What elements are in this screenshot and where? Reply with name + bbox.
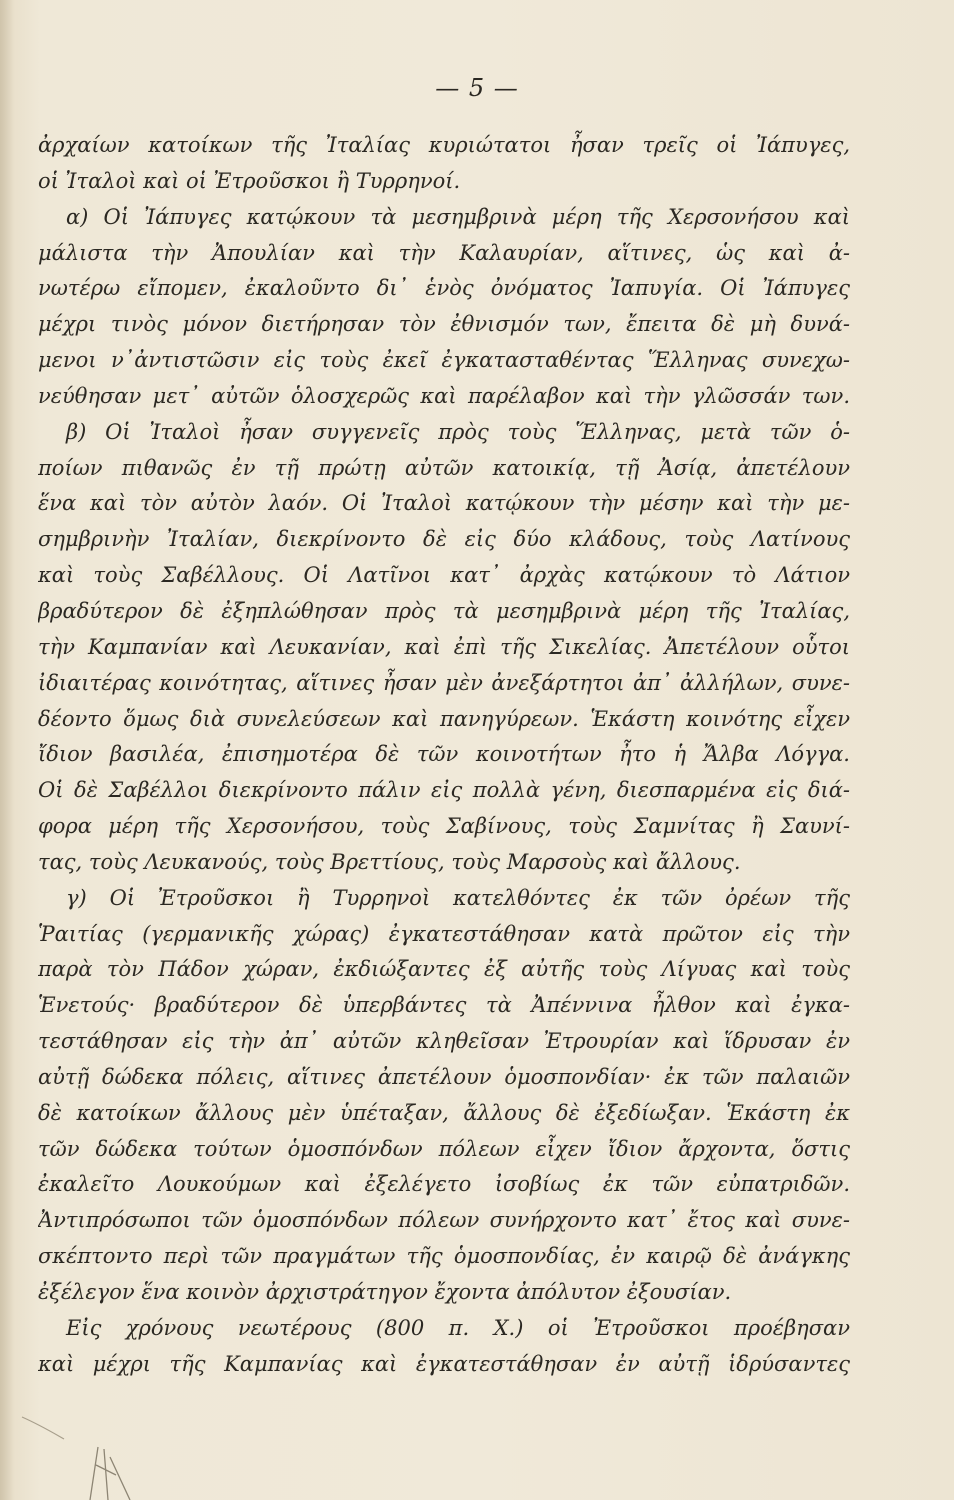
text-line: Οἱ δὲ Σαβέλλοι διεκρίνοντο πάλιν εἰς πολλὰ γένη, διεσπαρμένα εἰς διά-: [38, 778, 850, 803]
page-number: — 5 —: [435, 74, 519, 102]
text-line: καὶ μέχρι τῆς Καμπανίας καὶ ἐγκατεστάθησαν ἐν αὐτῇ ἱδρύσαντες: [38, 1351, 850, 1376]
text-line: σκέπτοντο περὶ τῶν πραγμάτων τῆς ὁμοσπονδίας, ἐν καιρῷ δὲ ἀνάγκης: [38, 1244, 850, 1269]
text-line: ἕνα καὶ τὸν αὐτὸν λαόν. Οἱ Ἰταλοὶ κατῴκουν τὴν μέσην καὶ τὴν με-: [38, 491, 850, 516]
text-line: οἱ Ἰταλοὶ καὶ οἱ Ἐτροῦσκοι ἢ Τυρρηνοί.: [38, 168, 461, 193]
text-line: μάλιστα τὴν Ἀπουλίαν καὶ τὴν Καλαυρίαν, αἵτινες, ὡς καὶ ἀ-: [38, 240, 850, 265]
text-line: α) Οἱ Ἰάπυγες κατῴκουν τὰ μεσημβρινὰ μέρη τῆς Χερσονήσου καὶ: [66, 204, 850, 229]
binding-shadow: [0, 0, 14, 1500]
text-line: Ἑνετούς· βραδύτερον δὲ ὑπερβάντες τὰ Ἀπέννινα ἦλθον καὶ ἐγκα-: [38, 993, 850, 1018]
text-line: φορα μέρη τῆς Χερσονήσου, τοὺς Σαβίνους, τοὺς Σαμνίτας ἢ Σαυνί-: [38, 814, 850, 839]
text-line: ἐξέλεγον ἕνα κοινὸν ἀρχιστράτηγον ἔχοντα ἀπόλυτον ἐξουσίαν.: [38, 1280, 732, 1304]
body-text: [38, 128, 850, 1383]
text-line: καὶ τοὺς Σαβέλλους. Οἱ Λατῖνοι κατ᾽ ἀρχὰς κατῴκουν τὸ Λάτιον: [38, 563, 850, 588]
text-line: αὐτῇ δώδεκα πόλεις, αἵτινες ἀπετέλουν ὁμοσπονδίαν· ἐκ τῶν παλαιῶν: [38, 1064, 850, 1089]
text-line: δὲ κατοίκων ἄλλους μὲν ὑπέταξαν, ἄλλους δὲ ἐξεδίωξαν. Ἑκάστη ἐκ: [38, 1100, 850, 1125]
text-line: μέχρι τινὸς μόνον διετήρησαν τὸν ἐθνισμόν των, ἔπειτα δὲ μὴ δυνά-: [38, 312, 850, 337]
text-line: γ) Οἱ Ἐτροῦσκοι ἢ Τυρρηνοὶ κατελθόντες ἐκ τῶν ὀρέων τῆς: [66, 885, 850, 910]
text-line: δέοντο ὅμως διὰ συνελεύσεων καὶ πανηγύρεων. Ἑκάστη κοινότης εἶχεν: [38, 706, 850, 731]
pencil-mark: [20, 1405, 150, 1500]
text-line: τῶν δώδεκα τούτων ὁμοσπόνδων πόλεων εἶχεν ἴδιον ἄρχοντα, ὅστις: [38, 1136, 850, 1161]
text-line: νωτέρω εἴπομεν, ἐκαλοῦντο δι᾽ ἑνὸς ὀνόματος Ἰαπυγία. Οἱ Ἰάπυγες: [38, 276, 850, 301]
text-line: βραδύτερον δὲ ἐξηπλώθησαν πρὸς τὰ μεσημβρινὰ μέρη τῆς Ἰταλίας,: [38, 598, 850, 623]
text-line: τὴν Καμπανίαν καὶ Λευκανίαν, καὶ ἐπὶ τῆς Σικελίας. Ἀπετέλουν οὗτοι: [38, 634, 850, 659]
text-line: σημβρινὴν Ἰταλίαν, διεκρίνοντο δὲ εἰς δύο κλάδους, τοὺς Λατίνους: [38, 527, 850, 552]
text-line: ἴδιον βασιλέα, ἐπισημοτέρα δὲ τῶν κοινοτήτων ἦτο ἡ Ἄλβα Λόγγα.: [38, 742, 850, 767]
text-line: β) Οἱ Ἰταλοὶ ἦσαν συγγενεῖς πρὸς τοὺς Ἕλληνας, μετὰ τῶν ὁ-: [66, 419, 850, 444]
text-line: παρὰ τὸν Πάδον χώραν, ἐκδιώξαντες ἐξ αὐτῆς τοὺς Λίγυας καὶ τοὺς: [38, 957, 850, 982]
text-line: Ῥαιτίας (γερμανικῆς χώρας) ἐγκατεστάθησαν κατὰ πρῶτον εἰς τὴν: [38, 921, 850, 946]
text-line: ἀρχαίων κατοίκων τῆς Ἰταλίας κυριώτατοι ἦσαν τρεῖς οἱ Ἰάπυγες,: [38, 133, 850, 157]
text-line: ποίων πιθανῶς ἐν τῇ πρώτῃ αὐτῶν κατοικίᾳ, τῇ Ἀσίᾳ, ἀπετέλουν: [38, 455, 850, 480]
text-line: νεύθησαν μετ᾽ αὐτῶν ὁλοσχερῶς καὶ παρέλαβον καὶ τὴν γλῶσσάν των.: [38, 383, 850, 408]
text-line: Ἀντιπρόσωποι τῶν ὁμοσπόνδων πόλεων συνήρχοντο κατ᾽ ἔτος καὶ συνε-: [38, 1208, 850, 1233]
text-line: ἐκαλεῖτο Λουκούμων καὶ ἐξελέγετο ἰσοβίως ἐκ τῶν εὐπατριδῶν.: [38, 1172, 850, 1197]
text-line: ἰδιαιτέρας κοινότητας, αἵτινες ἦσαν μὲν ἀνεξάρτητοι ἀπ᾽ ἀλλήλων, συνε-: [38, 670, 850, 695]
text-line: Εἰς χρόνους νεωτέρους (800 π. Χ.) οἱ Ἐτροῦσκοι προέβησαν: [66, 1315, 850, 1340]
text-line: τας, τοὺς Λευκανούς, τοὺς Βρεττίους, τοὺς Μαρσοὺς καὶ ἄλλους.: [38, 849, 741, 874]
text-line: μενοι ν᾽ἀντιστῶσιν εἰς τοὺς ἐκεῖ ἐγκατασταθέντας Ἕλληνας συνεχω-: [38, 348, 850, 373]
text-line: τεστάθησαν εἰς τὴν ἀπ᾽ αὐτῶν κληθεῖσαν Ἐτρουρίαν καὶ ἵδρυσαν ἐν: [38, 1029, 850, 1054]
